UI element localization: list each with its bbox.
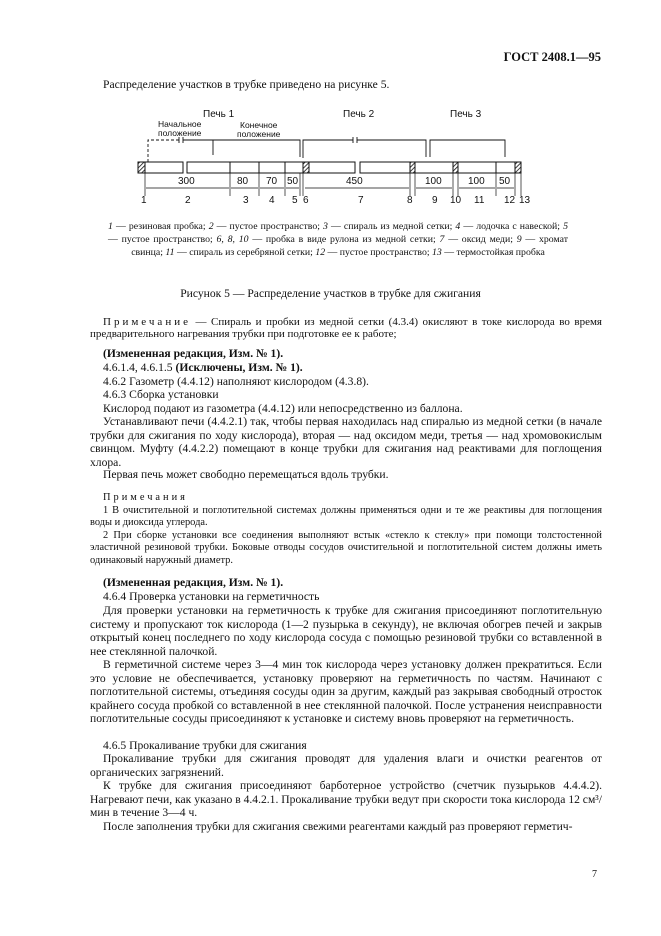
part-5: 5: [292, 195, 298, 206]
part-10: 10: [450, 195, 462, 206]
dim-300: 300: [178, 176, 195, 187]
oven-2-label: Печь 2: [343, 109, 375, 120]
part-8: 8: [407, 195, 413, 206]
note-2-item-1: 1 В очистительной и поглотительной системах должны применяться одни и те же реактивы для поглощения воды и диоксида углерода.: [90, 505, 602, 529]
start-position-label-2: положение: [158, 128, 202, 138]
part-11: 11: [474, 195, 485, 206]
oven-3-label: Печь 3: [450, 109, 482, 120]
tube: [138, 162, 521, 196]
oven-brackets: [148, 137, 505, 162]
part-1: 1: [141, 195, 147, 206]
amendment-1: (Измененная редакция, Изм. № 1).: [103, 347, 284, 360]
part-2: 2: [185, 195, 191, 206]
page-number: 7: [592, 869, 597, 880]
notes-2-label: Примечания: [103, 492, 188, 503]
para-464-b: В герметичной системе через 3—4 мин ток кислорода через установку должен прекратиться. Если это условие не обеспечивается, установку проверяют на герметичность по частям. Начинают с поглотительной системы, отъединяя сосуды один за другим, каждый раз закрывая свободный отросток крайнего сосуда пробкой со вставленной в нее стеклянной палочкой. После устранения неисправности поглотительные сосуды присоединяют к установке и систему вновь проверяют на герметичность.: [90, 658, 602, 726]
para-4614: 4.6.1.4, 4.6.1.5 (Исключены, Изм. № 1).: [103, 361, 303, 374]
dim-450: 450: [346, 176, 363, 187]
oven-1-label: Печь 1: [203, 109, 235, 120]
part-numbers: [141, 195, 531, 206]
figure-5-tube-diagram: [0, 0, 661, 215]
para-oxygen: Кислород подают из газометра (4.4.12) или непосредственно из баллона.: [103, 402, 463, 415]
dim-100a: 100: [425, 176, 442, 187]
para-465-a: Прокаливание трубки для сжигания проводят для удаления влаги и очистки реагентов от органических загрязнений.: [90, 752, 602, 779]
part-7: 7: [358, 195, 364, 206]
para-464: 4.6.4 Проверка установки на герметичность: [103, 590, 320, 603]
part-13: 13: [519, 195, 531, 206]
para-465-c: После заполнения трубки для сжигания свежими реагентами каждый раз проверяют герметич-: [103, 820, 573, 833]
end-position-label: Конечное: [240, 120, 278, 130]
para-464-a: Для проверки установки на герметичность к трубке для сжигания присоединяют поглотительную систему и пропускают ток кислорода (1—2 пузырька в секунду), не включая обогрев печей и закрыв открытый конец последнего по ходу кислорода сосуда с помощью резиновой трубки со вставленной в нее стеклянной палочкой.: [90, 604, 602, 658]
intro-text: Распределение участков в трубке приведено на рисунке 5.: [103, 78, 390, 91]
note-1: Примечание — Спираль и пробки из медной сетки (4.3.4) окисляют в токе кислорода во время предварительного нагревания трубки при подготовке ее к работе;: [90, 316, 602, 341]
part-4: 4: [269, 195, 275, 206]
note-2-item-2: 2 При сборке установки все соединения выполняют встык «стекло к стеклу» при помощи толстостенной эластичной резиновой трубки. Боковые отводы сосудов очистительной и поглотительной систем должны иметь одинаковый наружный диаметр.: [90, 530, 602, 566]
start-position-label: Начальное: [158, 119, 202, 129]
end-position-label-2: положение: [237, 129, 281, 139]
dim-50: 50: [287, 176, 299, 187]
document-header: ГОСТ 2408.1—95: [503, 50, 601, 64]
para-465-b: К трубке для сжигания присоединяют барботерное устройство (счетчик пузырьков 4.4.4.2). Нагревают печи, как указано в 4.4.2.1. Прокаливание трубки ведут при скорости тока кислорода 12 см³/мин в течение 3—4 ч.: [90, 779, 602, 820]
part-9: 9: [432, 195, 438, 206]
para-465: 4.6.5 Прокаливание трубки для сжигания: [103, 739, 307, 752]
para-463: 4.6.3 Сборка установки: [103, 388, 219, 401]
part-6: 6: [303, 195, 309, 206]
para-first-oven: Первая печь может свободно перемещаться вдоль трубки.: [103, 468, 389, 481]
para-462: 4.6.2 Газометр (4.4.12) наполняют кислородом (4.3.8).: [103, 375, 369, 388]
amendment-2: (Измененная редакция, Изм. № 1).: [103, 576, 284, 589]
dim-100b: 100: [468, 176, 485, 187]
para-ovens: Устанавливают печи (4.4.2.1) так, чтобы первая находилась над спиралью из медной сетки (в начале трубки для сжигания по ходу кислорода), вторая — над оксидом меди, третья — над хромовокислым свинцом. Муфту (4.4.2.2) помещают в конце трубки для сжигания над реактивами для поглощения хлора.: [90, 415, 602, 469]
part-3: 3: [243, 195, 249, 206]
dim-80: 80: [237, 176, 249, 187]
dim-50b: 50: [499, 176, 511, 187]
part-12: 12: [504, 195, 516, 206]
figure-caption: Рисунок 5 — Распределение участков в трубке для сжигания: [180, 287, 481, 300]
dim-70: 70: [266, 176, 278, 187]
figure-legend: 1 — резиновая пробка; 2 — пустое пространство; 3 — спираль из медной сетки; 4 — лодочка с навеской; 5 — пустое пространство; 6, 8, 10 — пробка в виде рулона из медной сетки; 7 — оксид меди; 9 — хромат свинца; 11 — спираль из серебряной сетки; 12 — пустое пространство; 13 — термостойкая пробка: [108, 221, 569, 258]
